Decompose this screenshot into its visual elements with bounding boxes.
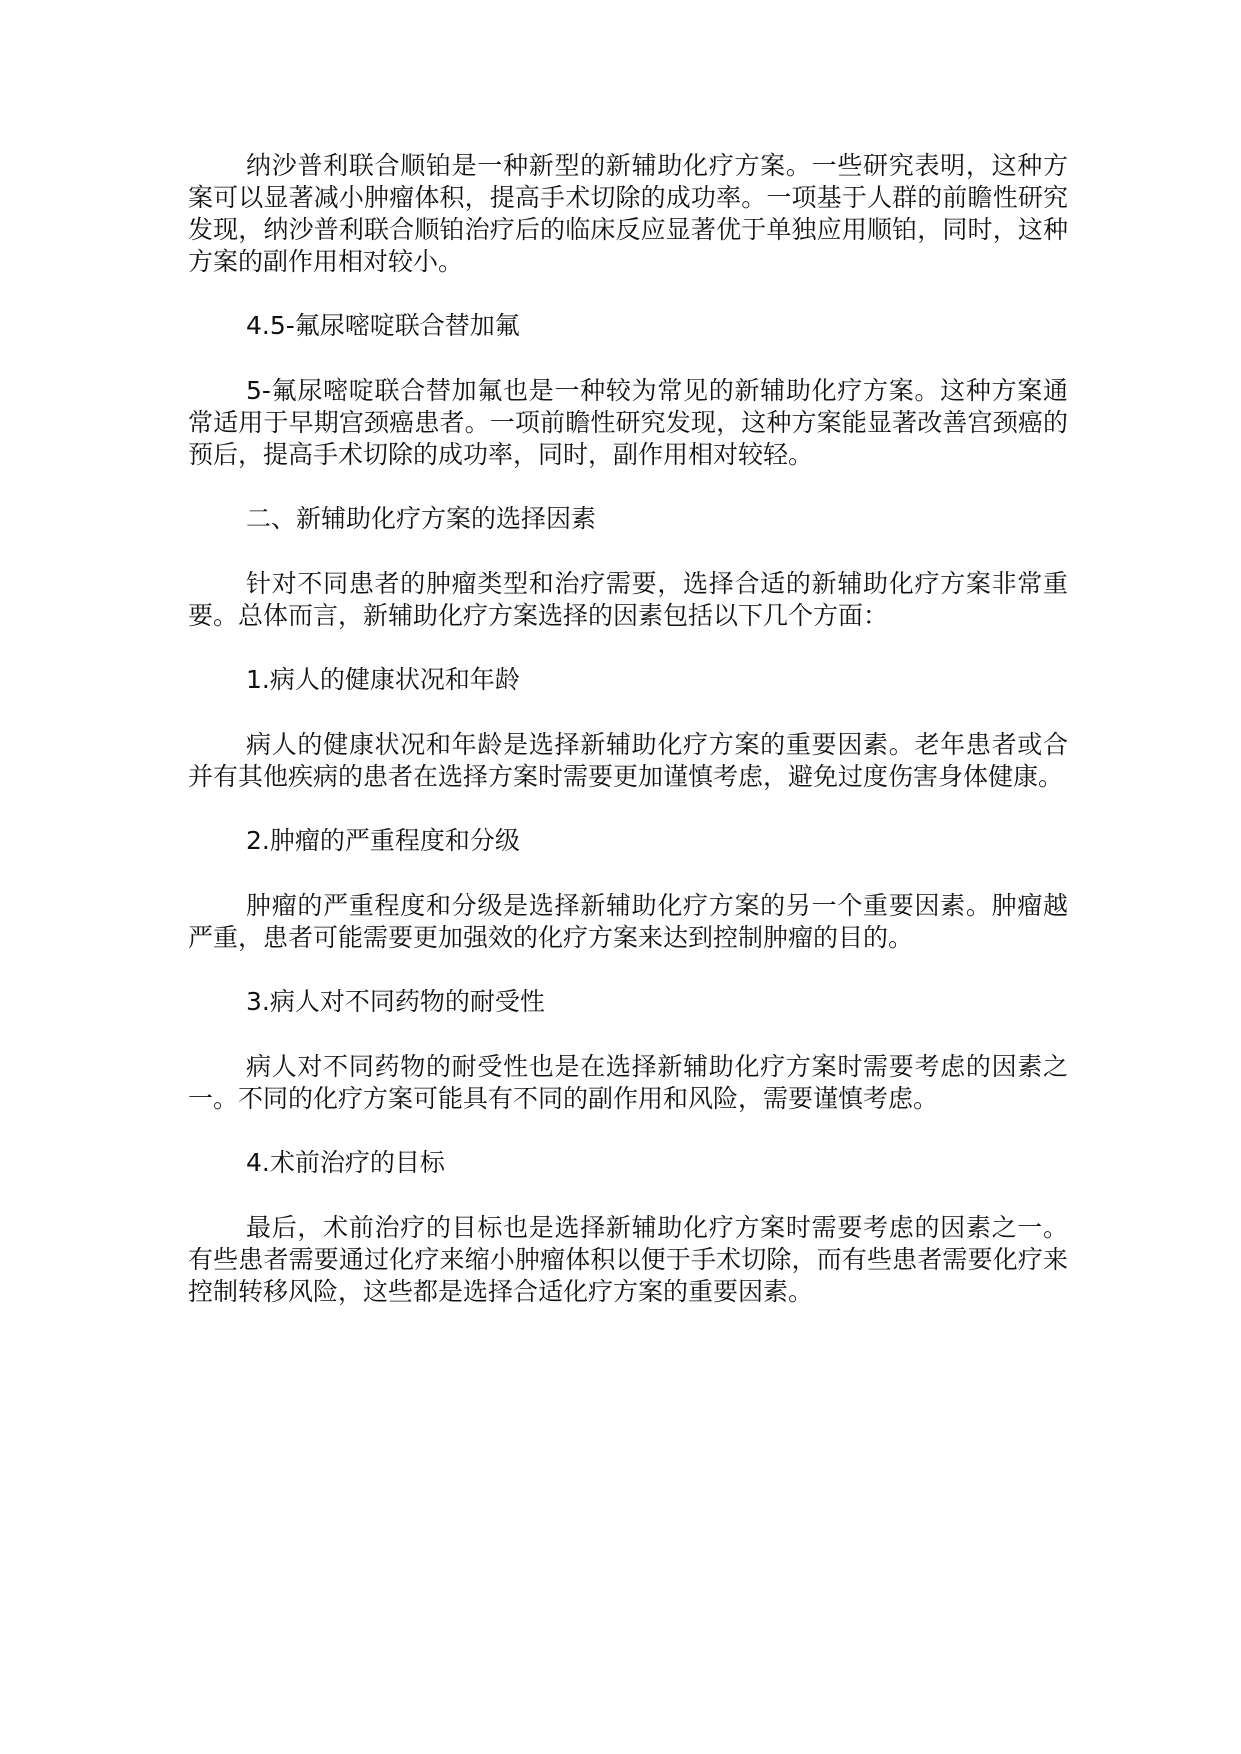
heading-tumor-severity: 2.肿瘤的严重程度和分级 (246, 826, 520, 855)
paragraph-tumor-severity: 肿瘤的严重程度和分级是选择新辅助化疗方案的另一个重要因素。肿瘤越严重，患者可能需要更加强效的化疗方案来达到控制肿瘤的目的。 (188, 891, 1068, 952)
heading-health-age: 1.病人的健康状况和年龄 (246, 665, 520, 694)
heading-5fu-tegafur: 4.5-氟尿嘧啶联合替加氟 (246, 311, 520, 340)
heading-drug-tolerance: 3.病人对不同药物的耐受性 (246, 987, 545, 1016)
paragraph-5fu-tegafur: 5-氟尿嘧啶联合替加氟也是一种较为常见的新辅助化疗方案。这种方案通常适用于早期宫颈癌患者。一项前瞻性研究发现，这种方案能显著改善宫颈癌的预后，提高手术切除的成功率，同时，副作用相对较轻。 (188, 376, 1068, 469)
heading-selection-factors: 二、新辅助化疗方案的选择因素 (246, 504, 597, 533)
paragraph-selection-intro: 针对不同患者的肿瘤类型和治疗需要，选择合适的新辅助化疗方案非常重要。总体而言，新辅助化疗方案选择的因素包括以下几个方面： (188, 569, 1068, 630)
heading-preop-goal: 4.术前治疗的目标 (246, 1148, 445, 1177)
document-body (188, 150, 1068, 1340)
paragraph-health-age: 病人的健康状况和年龄是选择新辅助化疗方案的重要因素。老年患者或合并有其他疾病的患者在选择方案时需要更加谨慎考虑，避免过度伤害身体健康。 (188, 730, 1068, 791)
paragraph-preop-goal: 最后，术前治疗的目标也是选择新辅助化疗方案时需要考虑的因素之一。有些患者需要通过化疗来缩小肿瘤体积以便于手术切除，而有些患者需要化疗来控制转移风险，这些都是选择合适化疗方案的重要因素。 (188, 1213, 1068, 1306)
paragraph-nashapuli-cisplatin: 纳沙普利联合顺铂是一种新型的新辅助化疗方案。一些研究表明，这种方案可以显著减小肿瘤体积，提高手术切除的成功率。一项基于人群的前瞻性研究发现，纳沙普利联合顺铂治疗后的临床反应显著优于单独应用顺铂，同时，这种方案的副作用相对较小。 (188, 151, 1068, 276)
paragraph-drug-tolerance: 病人对不同药物的耐受性也是在选择新辅助化疗方案时需要考虑的因素之一。不同的化疗方案可能具有不同的副作用和风险，需要谨慎考虑。 (188, 1052, 1068, 1113)
